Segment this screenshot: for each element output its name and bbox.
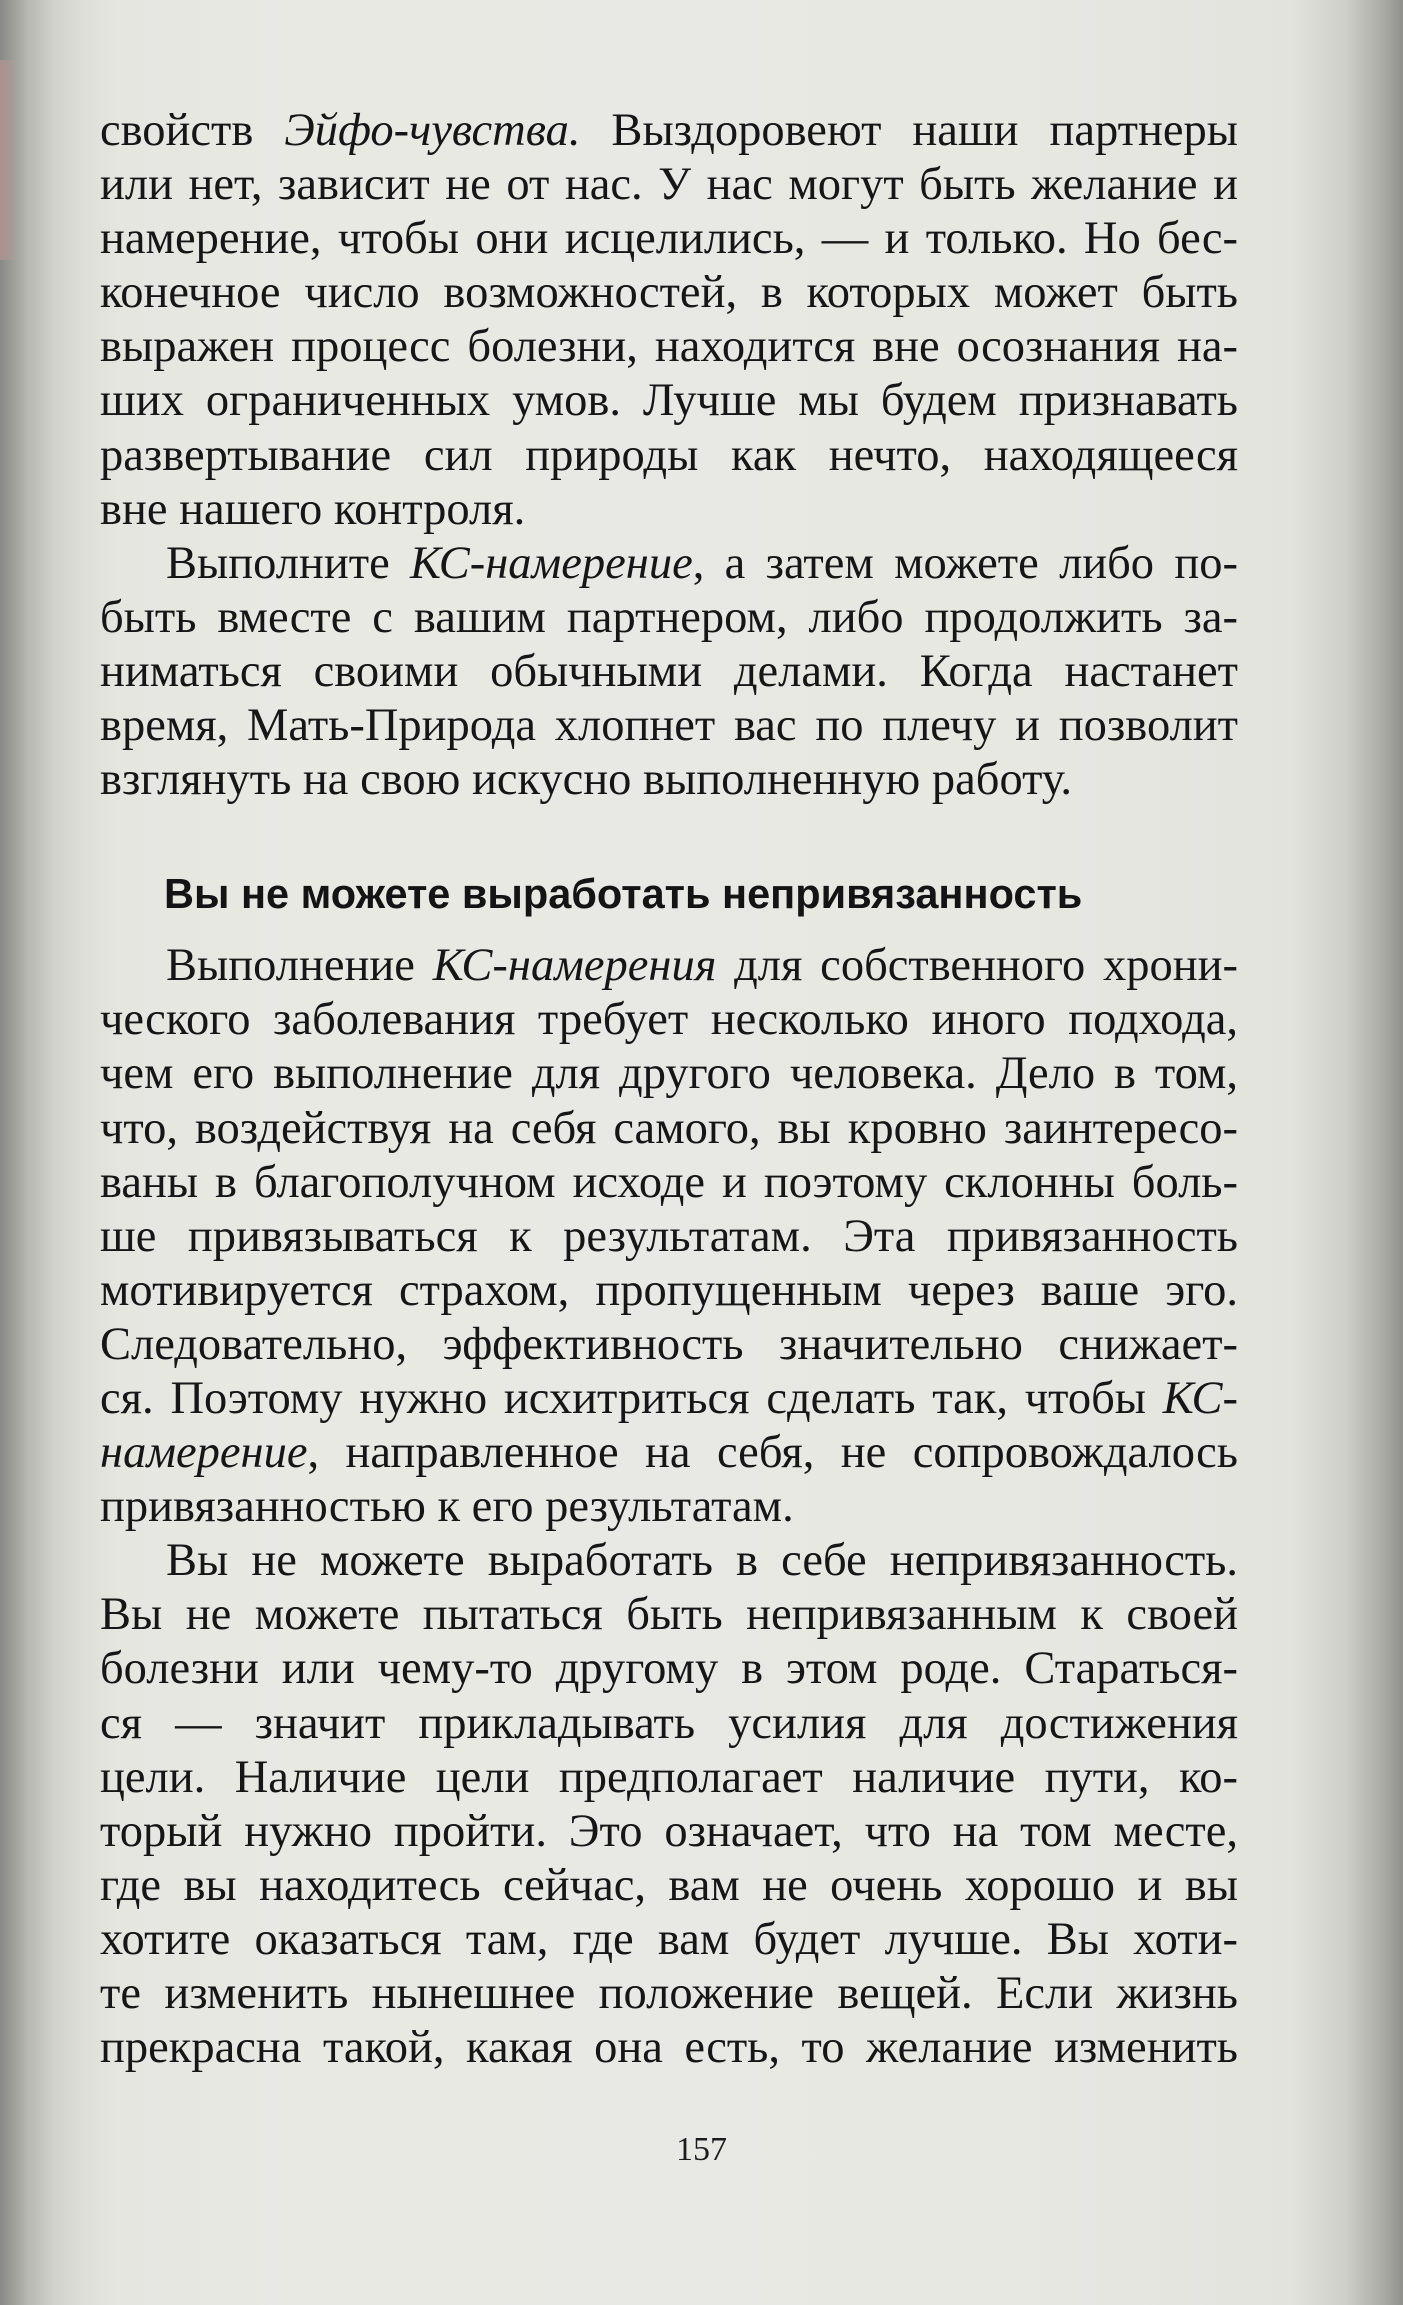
italic-term: КС-намерения (432, 940, 717, 992)
text-line: болезни или чему-то другому в этом роде. Стараться- (100, 1643, 1238, 1695)
text-line: выражен процесс болезни, находится вне осознания на- (100, 321, 1238, 373)
text-line: ниматься своими обычными делами. Когда настанет (100, 645, 1238, 697)
italic-term: КС- (1162, 1372, 1238, 1424)
italic-term: КС-намерение (410, 537, 693, 589)
text-line: быть вместе с вашим партнером, либо продолжить за- (100, 591, 1238, 643)
text-line: Следовательно, эффективность значительно снижает- (100, 1318, 1238, 1370)
text-line: ческого заболевания требует несколько иного подхода, (100, 994, 1238, 1046)
text-line: хотите оказаться там, где вам будет лучше. Вы хоти- (100, 1913, 1238, 1965)
text-line: ше привязываться к результатам. Эта привязанность (100, 1210, 1238, 1262)
paragraph-4 (100, 1534, 1238, 2075)
text-line: цели. Наличие цели предполагает наличие пути, ко- (100, 1751, 1238, 1803)
paragraph-3 (100, 939, 1238, 1534)
text-line: прекрасна такой, какая она есть, то желание изменить (100, 2022, 1238, 2074)
page-text-block (100, 104, 1238, 2075)
text-line: Вы не можете выработать в себе непривязанность. (166, 1535, 1238, 1587)
text-line: конечное число возможностей, в которых может быть (100, 267, 1238, 319)
text-line: Вы не можете пытаться быть непривязанным к своей (100, 1589, 1238, 1641)
text-line: вне нашего контроля. (100, 483, 526, 535)
text-line: ся — значит прикладывать усилия для достижения (100, 1697, 1238, 1749)
text-line: взглянуть на свою искусно выполненную работу. (100, 754, 1073, 806)
text-line: развертывание сил природы как нечто, находящееся (100, 429, 1238, 481)
text-line: Выполните КС-намерение, а затем можете либо по- (166, 537, 1238, 589)
paragraph-2 (100, 537, 1238, 807)
text-line: время, Мать-Природа хлопнет вас по плечу и позволит (100, 700, 1238, 752)
text-line: привязанностью к его результатам. (100, 1481, 794, 1533)
text-line: свойств Эйфо-чувства. Выздоровеют наши партнеры (100, 105, 1238, 156)
text-line: ших ограниченных умов. Лучше мы будем признавать (100, 375, 1238, 427)
text-line: Выполнение КС-намерения для собственного хрони- (166, 940, 1238, 992)
section-heading: Вы не можете выработать непривязанность (164, 870, 1083, 918)
text-line: те изменить нынешнее положение вещей. Если жизнь (100, 1968, 1238, 2019)
italic-term: намерение (100, 1427, 308, 1479)
text-line: ся. Поэтому нужно исхитриться сделать так, чтобы КС- (100, 1372, 1238, 1424)
text-line: ваны в благополучном исходе и поэтому склонны боль- (100, 1156, 1238, 1208)
text-line: или нет, зависит не от нас. У нас могут быть желание и (100, 159, 1238, 211)
text-line: чем его выполнение для другого человека. Дело в том, (100, 1048, 1238, 1100)
italic-term: Эйфо-чувства. (284, 105, 581, 156)
text-line: мотивируется страхом, пропущенным через ваше эго. (100, 1264, 1238, 1316)
text-line: что, воздействуя на себя самого, вы кровно заинтересо- (100, 1102, 1238, 1154)
text-line: намерение, направленное на себя, не сопровождалось (100, 1427, 1238, 1479)
paragraph-1 (100, 104, 1238, 537)
text-line: торый нужно пройти. Это означает, что на том месте, (100, 1805, 1238, 1857)
page-number: 157 (676, 2131, 727, 2168)
text-line: где вы находитесь сейчас, вам не очень хорошо и вы (100, 1859, 1238, 1911)
text-line: намерение, чтобы они исцелились, — и только. Но бес- (100, 213, 1238, 265)
